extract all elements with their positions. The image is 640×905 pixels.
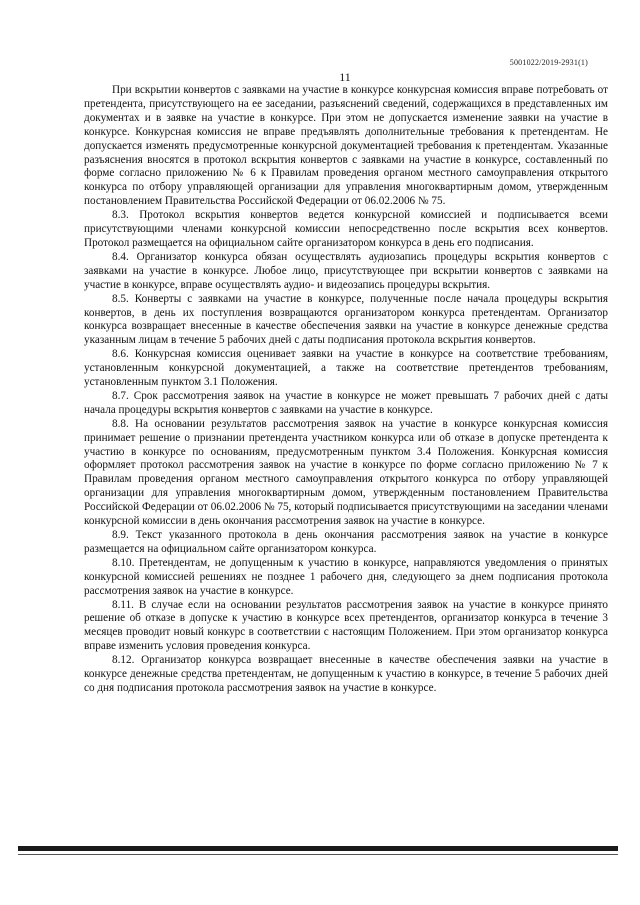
paragraph-8-10: 8.10. Претендентам, не допущенным к участию в конкурсе, направляются уведомления о принятых конкурсной комиссией решениях не позднее 1 рабочего дня, следующего за днем подписания протокола рассмотрения заявок на участие в конкурсе. (84, 556, 608, 597)
paragraph-8-6: 8.6. Конкурсная комиссия оценивает заявки на участие в конкурсе на соответствие требованиям, установленным конкурсной документацией, а также на соответствие претендентов требованиям, установленным пунктом 3.1 Положения. (84, 348, 608, 389)
paragraph-8-2-cont: При вскрытии конвертов с заявками на участие в конкурсе конкурсная комиссия вправе потребовать от претендента, присутствующего на ее заседании, разъяснений сведений, содержащихся в представленных им документах и в заявке на участие в конкурсе. При этом не допускается изменение заявки на участие в конкурсе. Конкурсная комиссия не вправе предъявлять дополнительные требования к претендентам. Не допускается изменять предусмотренные конкурсной документацией требования к претендентам. Указанные разъяснения вносятся в протокол вскрытия конвертов с заявками на участие в конкурсе, составленный по форме согласно приложению № 6 к Правилам проведения органом местного самоуправления открытого конкурса по отбору управляющей организации для управления многоквартирным домом, утвержденным постановлением Правительства Российской Федерации от 06.02.2006 № 75. (84, 84, 608, 208)
paragraph-8-9: 8.9. Текст указанного протокола в день окончания рассмотрения заявок на участие в конкурсе размещается на официальном сайте организатором конкурса. (84, 529, 608, 555)
paragraph-8-7: 8.7. Срок рассмотрения заявок на участие в конкурсе не может превышать 7 рабочих дней с даты начала процедуры вскрытия конвертов с заявками на участие в конкурсе. (84, 389, 608, 416)
paragraph-8-12: 8.12. Организатор конкурса возвращает внесенные в качестве обеспечения заявки на участие в конкурсе денежные средства претендентам, не допущенным к участию в конкурсе, в течение 5 рабочих дней со дня подписания протокола рассмотрения заявок на участие в конкурсе. (84, 654, 608, 694)
page-number: 11 (339, 70, 351, 84)
paragraph-8-3: 8.3. Протокол вскрытия конвертов ведется конкурсной комиссией и подписывается всеми присутствующими членами конкурсной комиссии непосредственно после вскрытия всех конвертов. Протокол размещается на официальном сайте организатором конкурса в день его подписания. (84, 209, 608, 249)
paragraph-8-5: 8.5. Конверты с заявками на участие в конкурсе, полученные после начала процедуры вскрытия конвертов, в день их поступления возвращаются организатором конкурса претендентам. Организатор конкурса возвращает внесенные в качестве обеспечения заявки на участие в конкурсе денежные средства указанным лицам в течение 5 рабочих дней с даты подписания протокола вскрытия конвертов. (84, 292, 608, 347)
paragraph-8-8: 8.8. На основании результатов рассмотрения заявок на участие в конкурсе конкурсная комиссия принимает решение о признании претендента участником конкурса или об отказе в допуске претендента к участию в конкурсе по основаниям, предусмотренным пунктом 3.4 Положения. Конкурсная комиссия оформляет протокол рассмотрения заявок на участие в конкурсе по форме согласно приложению № 7 к Правилам проведения органом местного самоуправления открытого конкурса по отбору управляющей организации для управления многоквартирным домом, утвержденным постановлением Правительства Российской Федерации от 06.02.2006 № 75, который подписывается присутствующими на заседании членами конкурсной комиссии в день окончания рассмотрения заявок на участие в конкурсе. (84, 417, 608, 528)
document-body (84, 84, 608, 696)
document-id: 5001022/2019-2931(1) (509, 58, 588, 67)
paragraph-8-11: 8.11. В случае если на основании результатов рассмотрения заявок на участие в конкурсе принято решение об отказе в допуске к участию в конкурсе всех претендентов, организатор конкурса в течение 3 месяцев проводит новый конкурс в соответствии с настоящим Положением. При этом организатор конкурса вправе изменить условия проведения конкурса. (84, 598, 608, 653)
paragraph-8-4: 8.4. Организатор конкурса обязан осуществлять аудиозапись процедуры вскрытия конвертов с заявками на участие в конкурсе. Любое лицо, присутствующее при вскрытии конвертов с заявками на участие в конкурсе, вправе осуществлять аудио- и видеозапись процедуры вскрытия. (84, 250, 608, 291)
scan-edge-bar (18, 846, 618, 851)
scan-edge-line (18, 854, 618, 855)
